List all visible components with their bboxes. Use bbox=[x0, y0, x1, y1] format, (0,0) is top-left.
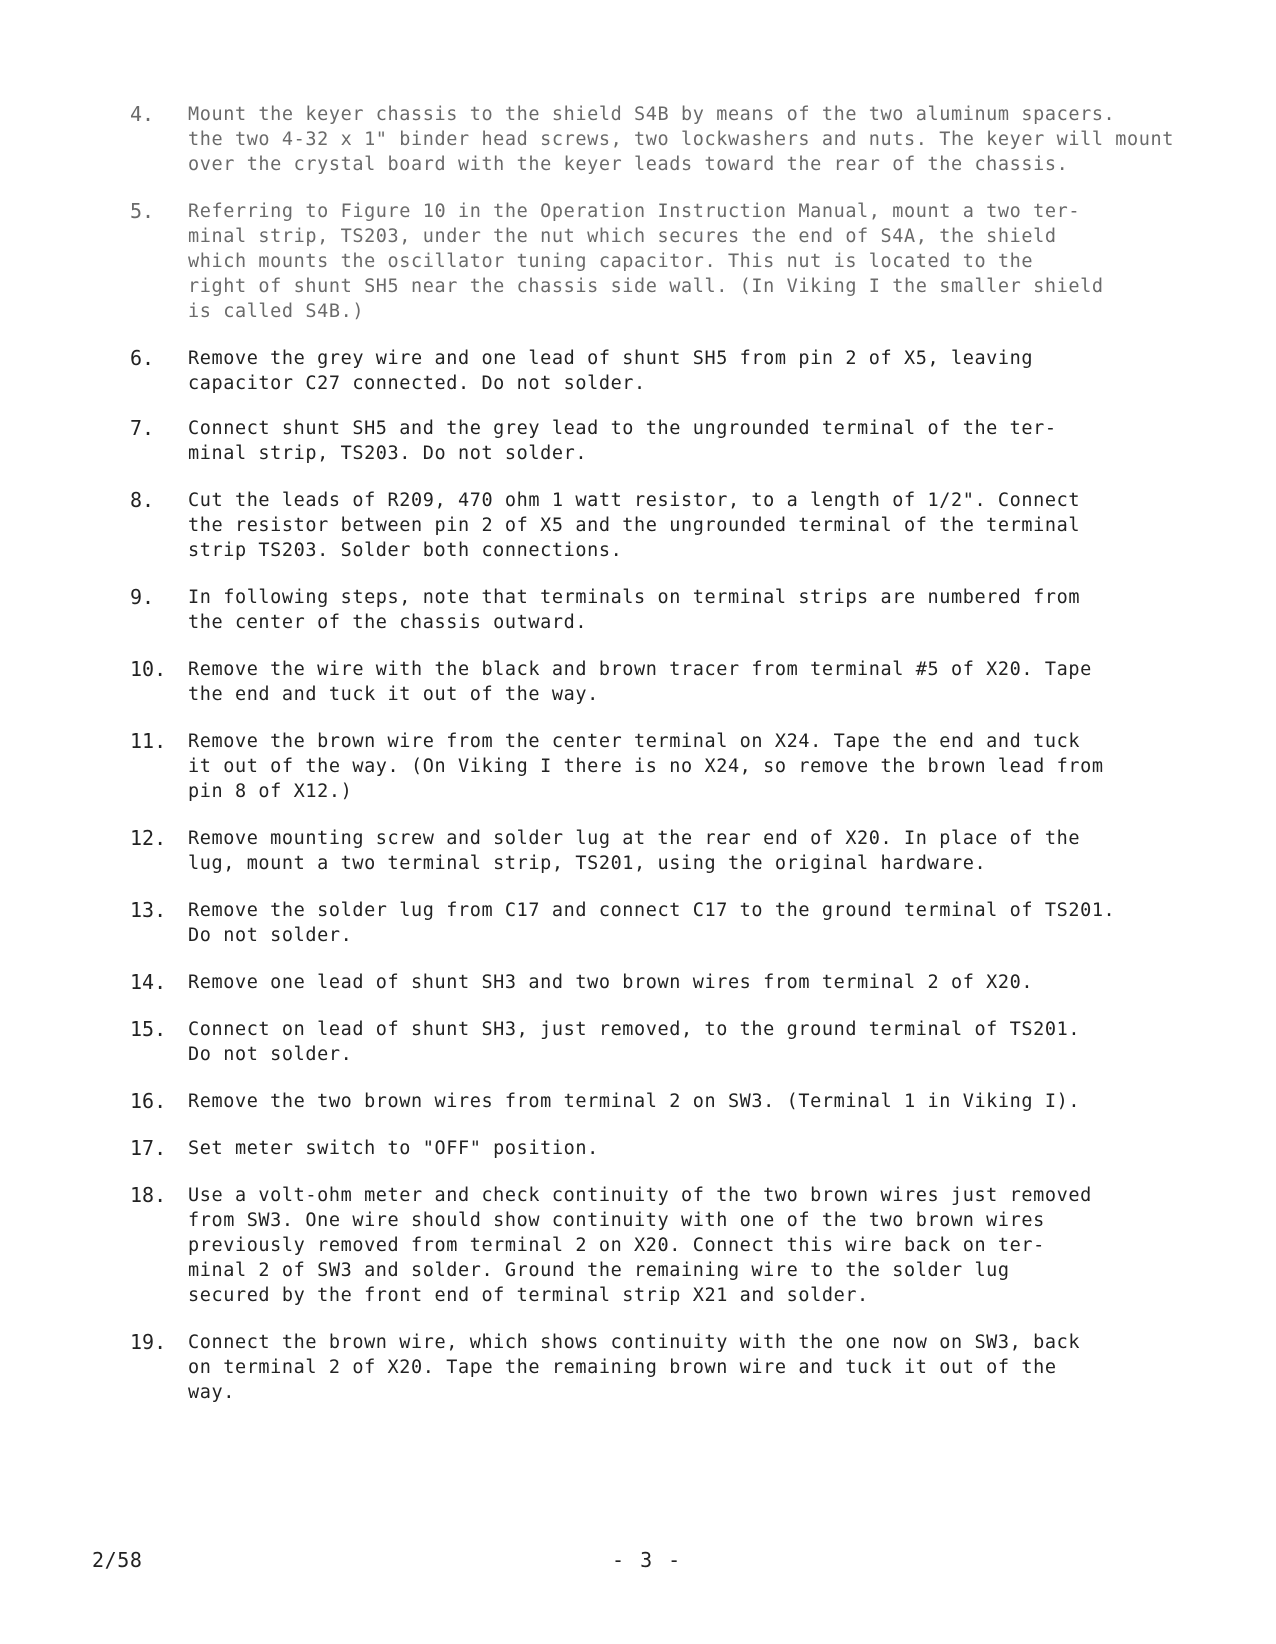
step-number: 13. bbox=[130, 898, 167, 922]
step-text-line: Remove the brown wire from the center terminal on X24. Tape the end and tuck bbox=[188, 731, 1081, 752]
step-item bbox=[130, 199, 1200, 324]
step-text bbox=[188, 826, 1200, 876]
step-item bbox=[130, 1183, 1200, 1308]
step-number: 9. bbox=[130, 585, 155, 609]
step-item bbox=[130, 729, 1200, 804]
step-text bbox=[188, 970, 1200, 995]
step-item bbox=[130, 1330, 1200, 1405]
step-number: 4. bbox=[130, 102, 155, 126]
step-text-line: on terminal 2 of X20. Tape the remaining brown wire and tuck it out of the bbox=[188, 1357, 1057, 1378]
step-text-line: it out of the way. (On Viking I there is no X24, so remove the brown lead from bbox=[188, 756, 1104, 777]
step-text-line: the center of the chassis outward. bbox=[188, 612, 588, 633]
step-text-line: pin 8 of X12.) bbox=[188, 781, 353, 802]
step-item bbox=[130, 416, 1200, 466]
step-item bbox=[130, 585, 1200, 635]
step-number: 18. bbox=[130, 1183, 167, 1207]
step-item bbox=[130, 970, 1200, 995]
step-text-line: secured by the front end of terminal strip X21 and solder. bbox=[188, 1285, 869, 1306]
step-text-line: Do not solder. bbox=[188, 925, 353, 946]
step-text bbox=[188, 102, 1200, 177]
step-number: 11. bbox=[130, 729, 167, 753]
step-number: 14. bbox=[130, 970, 167, 994]
footer-date: 2/58 bbox=[92, 1548, 143, 1572]
step-text-line: Connect the brown wire, which shows continuity with the one now on SW3, back bbox=[188, 1332, 1081, 1353]
step-text bbox=[188, 416, 1200, 466]
step-text-line: Connect shunt SH5 and the grey lead to the ungrounded terminal of the ter- bbox=[188, 418, 1057, 439]
step-text-line: which mounts the oscillator tuning capacitor. This nut is located to the bbox=[188, 251, 1034, 272]
step-text-line: Remove the grey wire and one lead of shunt SH5 from pin 2 of X5, leaving bbox=[188, 348, 1034, 369]
step-number: 7. bbox=[130, 416, 155, 440]
step-item bbox=[130, 1136, 1200, 1161]
step-text-line: Referring to Figure 10 in the Operation Instruction Manual, mount a two ter- bbox=[188, 201, 1081, 222]
step-text bbox=[188, 585, 1200, 635]
step-number: 19. bbox=[130, 1330, 167, 1354]
step-text-line: capacitor C27 connected. Do not solder. bbox=[188, 373, 646, 394]
step-text-line: from SW3. One wire should show continuity with one of the two brown wires bbox=[188, 1210, 1045, 1231]
step-item bbox=[130, 102, 1200, 177]
step-text bbox=[188, 1330, 1200, 1405]
step-text-line: minal strip, TS203. Do not solder. bbox=[188, 443, 588, 464]
step-text-line: Remove mounting screw and solder lug at the rear end of X20. In place of the bbox=[188, 828, 1081, 849]
step-text-line: minal 2 of SW3 and solder. Ground the remaining wire to the solder lug bbox=[188, 1260, 1010, 1281]
step-text bbox=[188, 657, 1200, 707]
step-text-line: Connect on lead of shunt SH3, just removed, to the ground terminal of TS201. bbox=[188, 1019, 1081, 1040]
step-text-line: strip TS203. Solder both connections. bbox=[188, 540, 623, 561]
instruction-steps bbox=[130, 80, 1200, 1405]
step-text-line: Use a volt-ohm meter and check continuity of the two brown wires just removed bbox=[188, 1185, 1092, 1206]
step-number: 12. bbox=[130, 826, 167, 850]
step-text bbox=[188, 346, 1200, 396]
step-text-line: is called S4B.) bbox=[188, 301, 365, 322]
step-text-line: right of shunt SH5 near the chassis side wall. (In Viking I the smaller shield bbox=[188, 276, 1104, 297]
step-text-line: Remove one lead of shunt SH3 and two brown wires from terminal 2 of X20. bbox=[188, 972, 1034, 993]
step-text-line: previously removed from terminal 2 on X20. Connect this wire back on ter- bbox=[188, 1235, 1045, 1256]
step-item bbox=[130, 488, 1200, 563]
step-text-line: Cut the leads of R209, 470 ohm 1 watt resistor, to a length of 1/2". Connect bbox=[188, 490, 1081, 511]
step-text-line: Set meter switch to "OFF" position. bbox=[188, 1138, 599, 1159]
step-text-line: Remove the solder lug from C17 and connect C17 to the ground terminal of TS201. bbox=[188, 900, 1116, 921]
step-item bbox=[130, 1089, 1200, 1114]
step-text bbox=[188, 1089, 1200, 1114]
step-item bbox=[130, 898, 1200, 948]
step-number: 10. bbox=[130, 657, 167, 681]
step-item bbox=[130, 657, 1200, 707]
step-text bbox=[188, 488, 1200, 563]
step-text-line: way. bbox=[188, 1382, 235, 1403]
step-number: 6. bbox=[130, 346, 155, 370]
step-item bbox=[130, 1017, 1200, 1067]
step-item bbox=[130, 346, 1200, 396]
step-text bbox=[188, 1136, 1200, 1161]
step-text-line: Remove the wire with the black and brown tracer from terminal #5 of X20. Tape bbox=[188, 659, 1092, 680]
page-number: - 3 - bbox=[612, 1548, 683, 1572]
step-number: 15. bbox=[130, 1017, 167, 1041]
step-text bbox=[188, 199, 1200, 324]
step-text-line: the end and tuck it out of the way. bbox=[188, 684, 599, 705]
step-text-line: lug, mount a two terminal strip, TS201, using the original hardware. bbox=[188, 853, 987, 874]
step-text-line: the resistor between pin 2 of X5 and the ungrounded terminal of the terminal bbox=[188, 515, 1081, 536]
step-text-line: minal strip, TS203, under the nut which secures the end of S4A, the shield bbox=[188, 226, 1057, 247]
step-text bbox=[188, 1017, 1200, 1067]
step-number: 5. bbox=[130, 199, 155, 223]
step-number: 8. bbox=[130, 488, 155, 512]
step-text-line: Remove the two brown wires from terminal 2 on SW3. (Terminal 1 in Viking I). bbox=[188, 1091, 1081, 1112]
step-number: 17. bbox=[130, 1136, 167, 1160]
step-item bbox=[130, 826, 1200, 876]
step-number: 16. bbox=[130, 1089, 167, 1113]
step-text bbox=[188, 1183, 1200, 1308]
step-text bbox=[188, 729, 1200, 804]
step-text-line: the two 4-32 x 1" binder head screws, two lockwashers and nuts. The keyer will mount bbox=[188, 129, 1174, 150]
step-text-line: Mount the keyer chassis to the shield S4B by means of the two aluminum spacers. bbox=[188, 104, 1116, 125]
step-text-line: Do not solder. bbox=[188, 1044, 353, 1065]
step-text-line: In following steps, note that terminals on terminal strips are numbered from bbox=[188, 587, 1081, 608]
step-text-line: over the crystal board with the keyer leads toward the rear of the chassis. bbox=[188, 154, 1069, 175]
step-text bbox=[188, 898, 1200, 948]
